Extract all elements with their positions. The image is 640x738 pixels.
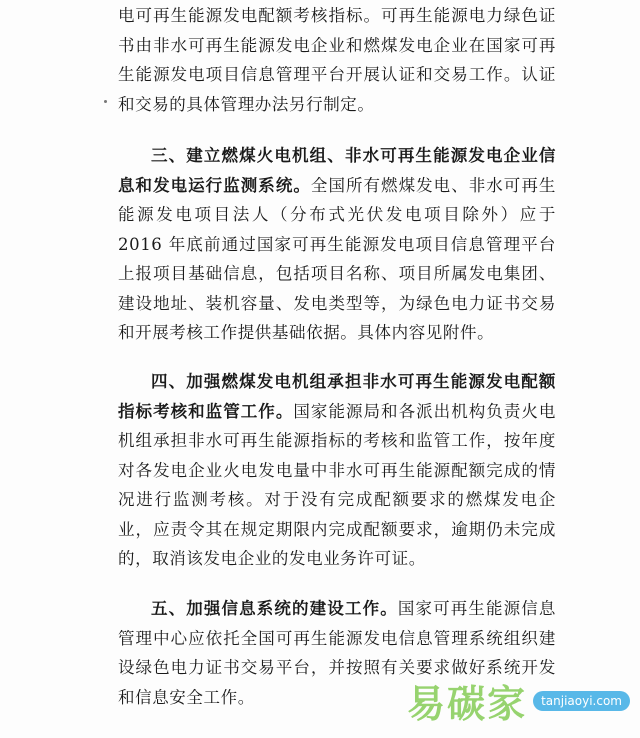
paragraph-text: 国家可再生能源信息管理中心应依托全国可再生能源发电信息管理系统组织建设绿色电力证书交易平台，并按照有关要求做好系统开发和信息安全工作。: [118, 599, 556, 707]
paragraph-section-4: [118, 367, 556, 574]
watermark-logo: 易碳家: [407, 682, 528, 726]
paragraph-text: 电可再生能源发电配额考核指标。可再生能源电力绿色证书由非水可再生能源发电企业和燃煤发电企业在国家可再生能源发电项目信息管理平台开展认证和交易工作。认证和交易的具体管理办法另行制定。: [118, 6, 556, 114]
section-heading: 五、加强信息系统的建设工作。: [151, 599, 398, 618]
site-watermark: [407, 673, 630, 728]
paragraph-section-3: [118, 141, 556, 348]
watermark-site-badge: tanjiaoyi.com: [533, 691, 630, 711]
paragraph-continuation: [118, 1, 556, 119]
paragraph-text: 国家能源局和各派出机构负责火电机组承担非水可再生能源指标的考核和监管工作，按年度对各发电企业火电发电量中非水可再生能源配额完成的情况进行监测考核。对于没有完成配额要求的燃煤发电企业，应责令其在规定期限内完成配额要求，逾期仍未完成的，取消该发电企业的发电业务许可证。: [118, 401, 556, 568]
paragraph-text: 全国所有燃煤发电、非水可再生能源发电项目法人（分布式光伏发电项目除外）应于 2016 年底前通过国家可再生能源发电项目信息管理平台上报项目基础信息，包括项目名称、项目所属发电集团、建设地址、装机容量、发电类型等，为绿色电力证书交易和开展考核工作提供基础依据。具体内容见附件。: [118, 175, 556, 342]
scan-speck: [104, 100, 107, 103]
section-heading: 四、加强燃煤发电机组承担非水可再生能源发电配额指标考核和监管工作。: [118, 372, 556, 421]
section-heading: 三、建立燃煤火电机组、非水可再生能源发电企业信息和发电运行监测系统。: [118, 146, 556, 195]
